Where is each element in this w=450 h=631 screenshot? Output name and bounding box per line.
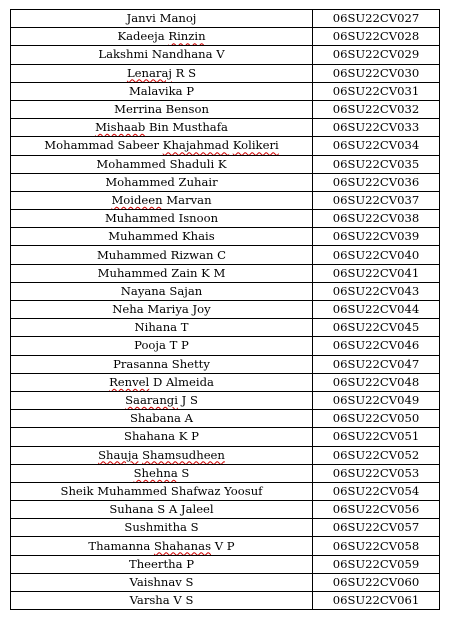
table-row: [11, 573, 440, 591]
table-row: [11, 137, 440, 155]
registration-number-cell: 06SU22CV041: [313, 264, 440, 282]
table-row: [11, 555, 440, 573]
student-name-cell: Shabana A: [11, 410, 313, 428]
registration-number-cell: 06SU22CV045: [313, 319, 440, 337]
registration-number-cell: 06SU22CV043: [313, 282, 440, 300]
table-row: [11, 355, 440, 373]
spellcheck-flagged-word: Rinzin: [168, 29, 206, 44]
spellcheck-flagged-word: Shauja: [98, 447, 139, 462]
table-row: [11, 410, 440, 428]
registration-number-cell: 06SU22CV037: [313, 191, 440, 209]
registration-number-cell: 06SU22CV060: [313, 573, 440, 591]
student-name-cell: Shehna S: [11, 464, 313, 482]
registration-number-cell: 06SU22CV028: [313, 28, 440, 46]
student-name-cell: Lenaraj R S: [11, 64, 313, 82]
table-row: [11, 64, 440, 82]
table-row: [11, 464, 440, 482]
table-row: [11, 155, 440, 173]
student-name-cell: Saarangi J S: [11, 391, 313, 409]
table-row: [11, 228, 440, 246]
table-row: [11, 301, 440, 319]
registration-number-cell: 06SU22CV044: [313, 301, 440, 319]
student-name-cell: Moideen Marvan: [11, 191, 313, 209]
spellcheck-flagged-word: Shehna: [133, 465, 178, 480]
student-roster-table: [10, 9, 440, 610]
student-name-cell: Janvi Manoj: [11, 10, 313, 28]
student-name-cell: Vaishnav S: [11, 573, 313, 591]
table-row: [11, 319, 440, 337]
student-name-cell: Nihana T: [11, 319, 313, 337]
spellcheck-flagged-word: Khajahmad: [162, 138, 230, 153]
spellcheck-flagged-word: Renvel: [109, 374, 150, 389]
table-row: [11, 337, 440, 355]
table-row: [11, 82, 440, 100]
student-name-cell: [11, 446, 313, 464]
registration-number-cell: 06SU22CV054: [313, 482, 440, 500]
student-name-cell: Mohammed Shaduli K: [11, 155, 313, 173]
registration-number-cell: 06SU22CV049: [313, 391, 440, 409]
registration-number-cell: 06SU22CV032: [313, 100, 440, 118]
table-row: [11, 28, 440, 46]
spellcheck-flagged-word: Lenaraj: [126, 65, 172, 80]
spellcheck-flagged-word: Shahanas: [153, 538, 212, 553]
student-name-cell: Theertha P: [11, 555, 313, 573]
table-row: [11, 264, 440, 282]
table-row: [11, 373, 440, 391]
student-name-cell: Muhammed Khais: [11, 228, 313, 246]
student-name-cell: Pooja T P: [11, 337, 313, 355]
table-row: [11, 10, 440, 28]
table-row: [11, 428, 440, 446]
table-row: [11, 501, 440, 519]
spellcheck-flagged-word: Saarangi: [125, 393, 178, 408]
student-name-cell: Mohammad Sabeer Khajahmad Kolikeri: [11, 137, 313, 155]
registration-number-cell: 06SU22CV047: [313, 355, 440, 373]
student-name-cell: Mohammed Zuhair: [11, 173, 313, 191]
table-row: [11, 119, 440, 137]
registration-number-cell: 06SU22CV036: [313, 173, 440, 191]
student-name-cell: Shahana K P: [11, 428, 313, 446]
student-name-cell: Suhana S A Jaleel: [11, 501, 313, 519]
registration-number-cell: 06SU22CV059: [313, 555, 440, 573]
student-name-cell: Malavika P: [11, 82, 313, 100]
registration-number-cell: 06SU22CV035: [313, 155, 440, 173]
table-row: [11, 537, 440, 555]
registration-number-cell: 06SU22CV039: [313, 228, 440, 246]
student-name-cell: Kadeeja Rinzin: [11, 28, 313, 46]
student-name-cell: Prasanna Shetty: [11, 355, 313, 373]
student-name-cell: Varsha V S: [11, 592, 313, 610]
student-name-cell: Nayana Sajan: [11, 282, 313, 300]
registration-number-cell: 06SU22CV030: [313, 64, 440, 82]
student-name-cell: Sheik Muhammed Shafwaz Yoosuf: [11, 482, 313, 500]
roster-body: [11, 10, 440, 610]
registration-number-cell: 06SU22CV053: [313, 464, 440, 482]
spellcheck-flagged-word: Shamsudheen: [142, 447, 225, 462]
student-name-cell: Sushmitha S: [11, 519, 313, 537]
registration-number-cell: 06SU22CV048: [313, 373, 440, 391]
table-row: [11, 519, 440, 537]
table-row: [11, 173, 440, 191]
registration-number-cell: 06SU22CV056: [313, 501, 440, 519]
registration-number-cell: 06SU22CV057: [313, 519, 440, 537]
student-name-cell: Muhammed Zain K M: [11, 264, 313, 282]
student-name-cell: Muhammed Isnoon: [11, 210, 313, 228]
table-row: [11, 282, 440, 300]
table-row: [11, 191, 440, 209]
registration-number-cell: 06SU22CV061: [313, 592, 440, 610]
student-name-cell: Merrina Benson: [11, 100, 313, 118]
table-row: [11, 482, 440, 500]
registration-number-cell: 06SU22CV040: [313, 246, 440, 264]
registration-number-cell: 06SU22CV050: [313, 410, 440, 428]
registration-number-cell: 06SU22CV051: [313, 428, 440, 446]
student-name-cell: Muhammed Rizwan C: [11, 246, 313, 264]
spellcheck-flagged-word: Mishaab: [95, 120, 146, 135]
registration-number-cell: 06SU22CV046: [313, 337, 440, 355]
registration-number-cell: 06SU22CV031: [313, 82, 440, 100]
student-name-cell: Thamanna Shahanas V P: [11, 537, 313, 555]
table-row: [11, 246, 440, 264]
spellcheck-flagged-word: Moideen: [111, 192, 163, 207]
student-name-cell: Neha Mariya Joy: [11, 301, 313, 319]
student-name-cell: Lakshmi Nandhana V: [11, 46, 313, 64]
student-name-cell: Mishaab Bin Musthafa: [11, 119, 313, 137]
table-row: [11, 592, 440, 610]
registration-number-cell: 06SU22CV052: [313, 446, 440, 464]
registration-number-cell: 06SU22CV029: [313, 46, 440, 64]
student-name-cell: Renvel D Almeida: [11, 373, 313, 391]
table-row: [11, 391, 440, 409]
table-row: [11, 100, 440, 118]
table-row: [11, 46, 440, 64]
registration-number-cell: 06SU22CV038: [313, 210, 440, 228]
spellcheck-flagged-word: Kolikeri: [232, 138, 279, 153]
registration-number-cell: 06SU22CV027: [313, 10, 440, 28]
table-row: [11, 210, 440, 228]
registration-number-cell: 06SU22CV033: [313, 119, 440, 137]
registration-number-cell: 06SU22CV034: [313, 137, 440, 155]
table-row: [11, 446, 440, 464]
registration-number-cell: 06SU22CV058: [313, 537, 440, 555]
